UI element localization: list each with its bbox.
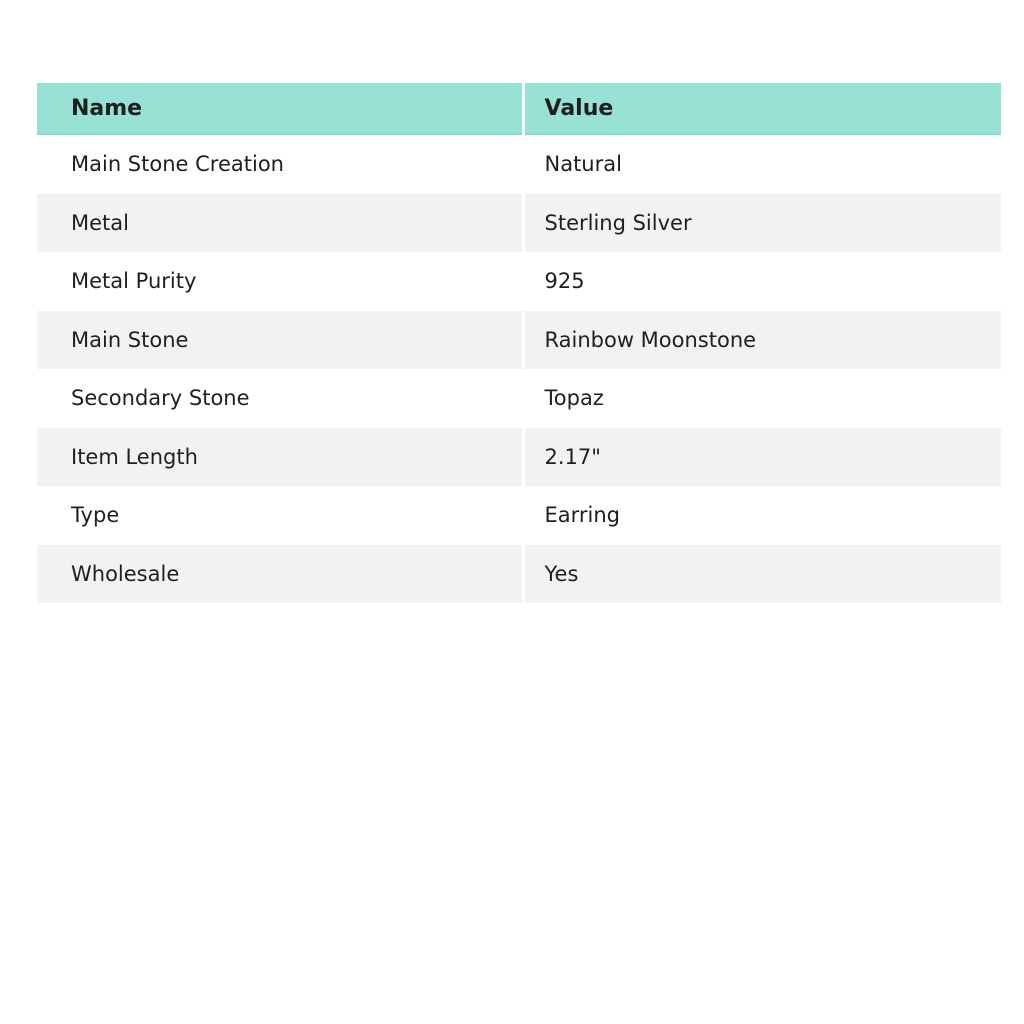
attribute-value: 2.17" bbox=[523, 428, 1001, 487]
table-row bbox=[37, 369, 1001, 428]
attribute-name: Secondary Stone bbox=[37, 369, 523, 428]
attribute-value: Rainbow Moonstone bbox=[523, 311, 1001, 370]
attribute-name: Wholesale bbox=[37, 545, 523, 604]
column-header-value: Value bbox=[523, 83, 1001, 134]
attribute-value: Sterling Silver bbox=[523, 194, 1001, 253]
attribute-name: Main Stone bbox=[37, 311, 523, 370]
attribute-value: Earring bbox=[523, 486, 1001, 545]
attribute-name: Metal Purity bbox=[37, 252, 523, 311]
attribute-value: 925 bbox=[523, 252, 1001, 311]
attribute-value: Topaz bbox=[523, 369, 1001, 428]
table-row bbox=[37, 252, 1001, 311]
table-row bbox=[37, 134, 1001, 194]
table-row bbox=[37, 545, 1001, 604]
table-header-row bbox=[37, 83, 1001, 134]
attribute-name: Metal bbox=[37, 194, 523, 253]
table-row bbox=[37, 194, 1001, 253]
attribute-value: Yes bbox=[523, 545, 1001, 604]
table-row bbox=[37, 486, 1001, 545]
column-header-name: Name bbox=[37, 83, 523, 134]
attribute-value: Natural bbox=[523, 134, 1001, 194]
attribute-name: Item Length bbox=[37, 428, 523, 487]
table-row bbox=[37, 311, 1001, 370]
product-attributes-table bbox=[37, 83, 1001, 603]
table-row bbox=[37, 428, 1001, 487]
attribute-name: Main Stone Creation bbox=[37, 134, 523, 194]
attribute-name: Type bbox=[37, 486, 523, 545]
